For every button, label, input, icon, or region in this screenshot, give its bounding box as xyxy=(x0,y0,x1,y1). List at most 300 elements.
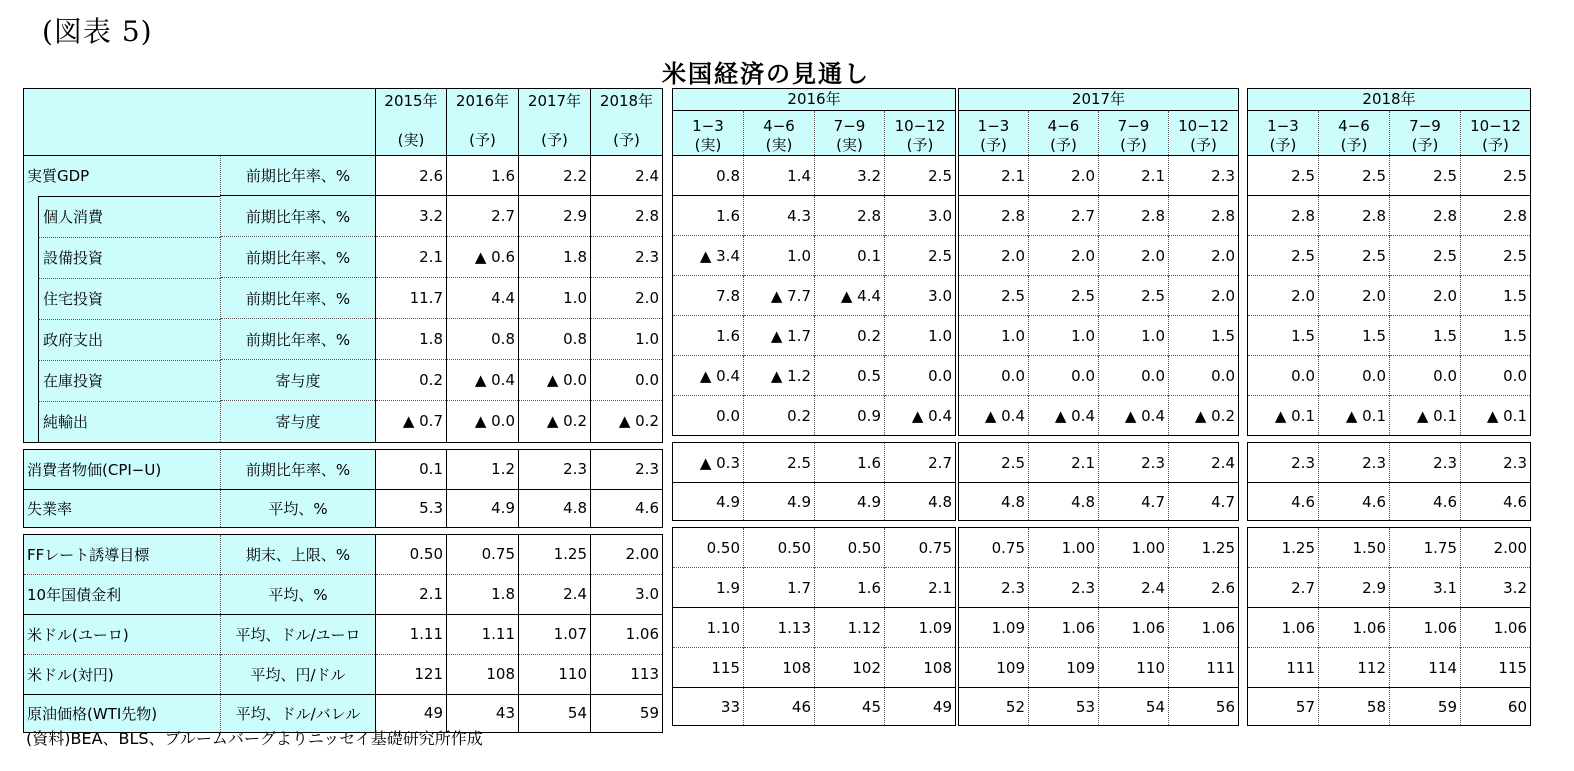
cell-value: 7.8 xyxy=(716,286,740,305)
cell-value: 2.3 xyxy=(1141,453,1165,472)
cell-value: 2.5 xyxy=(1291,246,1315,265)
cell-value: 2.0 xyxy=(1291,286,1315,305)
value-cell xyxy=(1319,483,1390,521)
value-cell xyxy=(885,443,956,483)
cell-value: 0.1 xyxy=(857,246,881,265)
value-cell xyxy=(591,401,663,443)
value-cell xyxy=(519,694,591,732)
cell-value: 113 xyxy=(630,665,659,683)
cell-value: 1.12 xyxy=(847,618,881,637)
value-cell xyxy=(519,574,591,614)
header-status: (実) xyxy=(397,131,425,149)
cell-value: 2.5 xyxy=(1362,246,1386,265)
cell-value: ▲ 0.7 xyxy=(402,412,443,431)
cell-value: 2.5 xyxy=(1503,246,1527,265)
cell-value: 1.8 xyxy=(419,330,443,348)
value-cell xyxy=(1461,196,1531,236)
value-cell xyxy=(1099,528,1169,568)
cell-value: 2.4 xyxy=(563,585,587,603)
value-cell xyxy=(885,568,956,608)
row-unit-text: 平均、円/ドル xyxy=(250,665,346,684)
row-unit xyxy=(221,574,376,614)
value-cell xyxy=(815,648,885,688)
table-row xyxy=(673,236,956,276)
header-quarter xyxy=(1319,111,1390,156)
cell-value: 0.0 xyxy=(1001,366,1025,385)
value-cell xyxy=(744,156,815,196)
value-cell xyxy=(673,483,744,521)
value-cell xyxy=(885,688,956,726)
value-cell xyxy=(885,608,956,648)
value-cell xyxy=(744,196,815,236)
value-cell xyxy=(1099,236,1169,276)
cell-value: 110 xyxy=(558,665,587,683)
cell-value: ▲ 0.4 xyxy=(911,406,952,425)
quarter-status: (予) xyxy=(1050,136,1077,154)
value-cell xyxy=(744,608,815,648)
cell-value: 4.8 xyxy=(563,499,587,517)
quarter-status: (予) xyxy=(1411,136,1439,154)
value-cell xyxy=(959,483,1029,521)
cell-value: 1.11 xyxy=(481,625,515,643)
cell-value: 1.2 xyxy=(491,460,515,478)
table-row xyxy=(959,276,1239,316)
value-cell xyxy=(744,528,815,568)
value-cell xyxy=(673,608,744,648)
cell-value: 4.9 xyxy=(491,499,515,517)
cell-value: 0.0 xyxy=(1503,366,1527,385)
value-cell xyxy=(959,276,1029,316)
value-cell xyxy=(1099,156,1169,196)
header-year: 2015年 xyxy=(384,92,438,110)
cell-value: 60 xyxy=(1507,697,1527,716)
quarter-label: 4−6 xyxy=(1338,117,1370,135)
value-cell xyxy=(815,688,885,726)
header-status: (予) xyxy=(541,131,568,149)
value-cell xyxy=(815,568,885,608)
value-cell xyxy=(591,534,663,574)
quarter-status: (予) xyxy=(1340,136,1368,154)
value-cell xyxy=(1461,276,1531,316)
table-row xyxy=(1248,356,1531,396)
cell-value: 115 xyxy=(1498,658,1527,677)
cell-value: 2.0 xyxy=(1211,286,1235,305)
cell-value: 2.0 xyxy=(1001,246,1025,265)
value-cell xyxy=(1248,568,1319,608)
value-cell xyxy=(885,483,956,521)
quarter-table-2018 xyxy=(1247,88,1531,726)
value-cell xyxy=(744,356,815,396)
table-row xyxy=(24,196,663,237)
header-year: 2017年 xyxy=(959,89,1239,111)
value-cell xyxy=(1461,483,1531,521)
cell-value: 4.7 xyxy=(1141,492,1165,511)
value-cell xyxy=(815,356,885,396)
cell-value: 2.8 xyxy=(635,207,659,225)
cell-value: ▲ 0.2 xyxy=(1194,406,1235,425)
table-row xyxy=(673,528,956,568)
cell-value: 1.06 xyxy=(1423,618,1457,637)
value-cell xyxy=(885,196,956,236)
cell-value: 111 xyxy=(1206,658,1235,677)
value-cell xyxy=(1099,276,1169,316)
cell-value: 1.25 xyxy=(1201,538,1235,557)
value-cell xyxy=(1029,648,1099,688)
cell-value: 54 xyxy=(1145,697,1165,716)
cell-value: ▲ 0.0 xyxy=(546,371,587,389)
cell-value: 0.0 xyxy=(635,371,659,389)
cell-value: 2.5 xyxy=(1071,286,1095,305)
value-cell xyxy=(1390,236,1461,276)
cell-value: 1.06 xyxy=(1061,618,1095,637)
figure-label: (図表 5) xyxy=(42,15,153,48)
cell-value: ▲ 0.2 xyxy=(546,412,587,431)
value-cell xyxy=(673,396,744,436)
cell-value: 57 xyxy=(1295,697,1315,716)
value-cell xyxy=(1099,196,1169,236)
table-row xyxy=(1248,528,1531,568)
value-cell xyxy=(1029,236,1099,276)
table-row xyxy=(673,648,956,688)
cell-value: 108 xyxy=(486,665,515,683)
value-cell xyxy=(1319,236,1390,276)
value-cell xyxy=(1390,276,1461,316)
value-cell xyxy=(376,489,447,527)
cell-value: 2.5 xyxy=(1141,286,1165,305)
cell-value: 111 xyxy=(1286,658,1315,677)
table-row xyxy=(959,528,1239,568)
row-unit xyxy=(221,196,376,237)
header-quarter xyxy=(1099,111,1169,156)
cell-value: 1.13 xyxy=(777,618,811,637)
quarter-label: 10−12 xyxy=(1470,117,1521,135)
value-cell xyxy=(1390,156,1461,196)
cell-value: 2.0 xyxy=(1362,286,1386,305)
value-cell xyxy=(519,156,591,196)
table-row xyxy=(959,608,1239,648)
cell-value: 3.2 xyxy=(857,166,881,185)
row-label xyxy=(24,360,221,401)
cell-value: 5.3 xyxy=(419,499,443,517)
cell-value: ▲ 4.4 xyxy=(840,286,881,305)
cell-value: 2.8 xyxy=(1001,206,1025,225)
table-row xyxy=(673,276,956,316)
row-label xyxy=(24,449,221,489)
value-cell xyxy=(1461,443,1531,483)
value-cell xyxy=(447,614,519,654)
table-row xyxy=(1248,568,1531,608)
value-cell xyxy=(447,449,519,489)
value-cell xyxy=(1248,528,1319,568)
cell-value: 1.06 xyxy=(625,625,659,643)
cell-value: 2.00 xyxy=(625,545,659,563)
header-quarter-row xyxy=(673,111,956,156)
cell-value: 0.9 xyxy=(857,406,881,425)
cell-value: 2.5 xyxy=(928,166,952,185)
cell-value: 49 xyxy=(423,704,443,722)
value-cell xyxy=(959,156,1029,196)
cell-value: 54 xyxy=(567,704,587,722)
value-cell xyxy=(1248,396,1319,436)
cell-value: 46 xyxy=(791,697,811,716)
header-quarter xyxy=(1248,111,1319,156)
cell-value: 121 xyxy=(414,665,443,683)
row-unit-text: 平均、ドル/ユーロ xyxy=(235,625,361,644)
cell-value: 2.8 xyxy=(1503,206,1527,225)
cell-value: ▲ 0.1 xyxy=(1345,406,1386,425)
cell-value: 0.0 xyxy=(716,406,740,425)
cell-value: ▲ 0.1 xyxy=(1486,406,1527,425)
cell-value: 2.4 xyxy=(1211,453,1235,472)
value-cell xyxy=(959,236,1029,276)
header-quarter xyxy=(1029,111,1099,156)
table-row xyxy=(1248,688,1531,726)
header-annual-3 xyxy=(591,89,663,156)
cell-value: 2.7 xyxy=(1291,578,1315,597)
value-cell xyxy=(376,319,447,360)
cell-value: 2.7 xyxy=(491,207,515,225)
cell-value: 0.8 xyxy=(716,166,740,185)
table-row xyxy=(1248,196,1531,236)
value-cell xyxy=(591,360,663,401)
cell-value: 1.00 xyxy=(1131,538,1165,557)
cell-value: 2.5 xyxy=(1001,453,1025,472)
cell-value: 4.6 xyxy=(1433,492,1457,511)
value-cell xyxy=(376,401,447,443)
cell-value: 1.06 xyxy=(1493,618,1527,637)
cell-value: 52 xyxy=(1005,697,1025,716)
header-annual-2 xyxy=(519,89,591,156)
value-cell xyxy=(519,319,591,360)
row-unit xyxy=(221,614,376,654)
cell-value: 3.1 xyxy=(1433,578,1457,597)
value-cell xyxy=(1099,443,1169,483)
row-unit xyxy=(221,360,376,401)
row-unit-text: 寄与度 xyxy=(275,371,321,390)
value-cell xyxy=(885,396,956,436)
cell-value: 0.75 xyxy=(918,538,952,557)
value-cell xyxy=(959,648,1029,688)
value-cell xyxy=(959,568,1029,608)
value-cell xyxy=(447,196,519,237)
cell-value: 4.6 xyxy=(1291,492,1315,511)
value-cell xyxy=(591,654,663,694)
value-cell xyxy=(447,534,519,574)
table-row xyxy=(1248,156,1531,196)
value-cell xyxy=(1319,196,1390,236)
cell-value: 0.50 xyxy=(706,538,740,557)
value-cell xyxy=(1319,316,1390,356)
cell-value: 2.5 xyxy=(1001,286,1025,305)
row-label xyxy=(24,534,221,574)
cell-value: 45 xyxy=(861,697,881,716)
cell-value: 1.6 xyxy=(857,453,881,472)
row-label-text: 住宅投資 xyxy=(38,278,220,319)
row-unit-text: 前期比年率、% xyxy=(245,460,351,479)
cell-value: 4.8 xyxy=(1071,492,1095,511)
value-cell xyxy=(376,196,447,237)
cell-value: 1.25 xyxy=(553,545,587,563)
row-unit xyxy=(221,489,376,527)
cell-value: ▲ 0.3 xyxy=(699,453,740,472)
value-cell xyxy=(376,574,447,614)
value-cell xyxy=(1099,396,1169,436)
value-cell xyxy=(673,443,744,483)
cell-value: 3.0 xyxy=(928,206,952,225)
value-cell xyxy=(885,236,956,276)
value-cell xyxy=(1461,648,1531,688)
value-cell xyxy=(1390,688,1461,726)
table-row xyxy=(24,449,663,489)
quarter-status: (予) xyxy=(1269,136,1297,154)
value-cell xyxy=(1169,443,1239,483)
cell-value: 0.8 xyxy=(491,330,515,348)
table-row xyxy=(673,688,956,726)
cell-value: 2.3 xyxy=(635,248,659,266)
quarter-status: (実) xyxy=(765,136,793,154)
table-row xyxy=(1248,648,1531,688)
cell-value: 0.75 xyxy=(481,545,515,563)
table-row xyxy=(24,360,663,401)
table-row xyxy=(673,443,956,483)
table-row xyxy=(1248,483,1531,521)
cell-value: 1.11 xyxy=(409,625,443,643)
row-unit xyxy=(221,278,376,319)
cell-value: ▲ 1.7 xyxy=(770,326,811,345)
value-cell xyxy=(744,396,815,436)
cell-value: 2.8 xyxy=(1362,206,1386,225)
value-cell xyxy=(1319,648,1390,688)
cell-value: 2.7 xyxy=(928,453,952,472)
table-row xyxy=(1248,608,1531,648)
cell-value: 114 xyxy=(1428,658,1457,677)
value-cell xyxy=(1169,648,1239,688)
cell-value: 4.8 xyxy=(928,492,952,511)
header-year-row xyxy=(673,89,956,111)
cell-value: 43 xyxy=(495,704,515,722)
cell-value: 2.5 xyxy=(1433,246,1457,265)
cell-value: 2.8 xyxy=(1433,206,1457,225)
cell-value: 2.9 xyxy=(563,207,587,225)
value-cell xyxy=(959,528,1029,568)
cell-value: 2.8 xyxy=(1211,206,1235,225)
value-cell xyxy=(1390,483,1461,521)
cell-value: 1.0 xyxy=(1141,326,1165,345)
cell-value: 109 xyxy=(1066,658,1095,677)
cell-value: 2.3 xyxy=(1433,453,1457,472)
quarter-label: 7−9 xyxy=(833,117,866,135)
header-quarter xyxy=(744,111,815,156)
value-cell xyxy=(673,648,744,688)
table-row xyxy=(24,534,663,574)
cell-value: 2.4 xyxy=(1141,578,1165,597)
cell-value: 33 xyxy=(720,697,740,716)
cell-value: 2.5 xyxy=(1503,166,1527,185)
cell-value: 1.5 xyxy=(1291,326,1315,345)
cell-value: 2.0 xyxy=(1071,246,1095,265)
cell-value: 2.3 xyxy=(563,460,587,478)
cell-value: 2.1 xyxy=(419,248,443,266)
cell-value: 0.2 xyxy=(419,371,443,389)
cell-value: 0.75 xyxy=(991,538,1025,557)
value-cell xyxy=(1319,276,1390,316)
cell-value: 2.00 xyxy=(1493,538,1527,557)
cell-value: 3.0 xyxy=(928,286,952,305)
cell-value: ▲ 0.4 xyxy=(1124,406,1165,425)
value-cell xyxy=(447,489,519,527)
value-cell xyxy=(885,528,956,568)
cell-value: 1.00 xyxy=(1061,538,1095,557)
cell-value: 2.8 xyxy=(857,206,881,225)
cell-value: 2.5 xyxy=(928,246,952,265)
table-row xyxy=(24,237,663,278)
row-unit xyxy=(221,449,376,489)
cell-value: 0.0 xyxy=(1211,366,1235,385)
value-cell xyxy=(1029,688,1099,726)
row-unit-text: 平均、% xyxy=(268,585,328,604)
value-cell xyxy=(815,396,885,436)
cell-value: 2.4 xyxy=(635,166,659,185)
cell-value: 1.75 xyxy=(1423,538,1457,557)
cell-value: 0.0 xyxy=(928,366,952,385)
cell-value: 1.0 xyxy=(1001,326,1025,345)
value-cell xyxy=(376,278,447,319)
value-cell xyxy=(1029,443,1099,483)
value-cell xyxy=(815,528,885,568)
row-unit-text: 前期比年率、% xyxy=(245,248,351,267)
cell-value: 2.3 xyxy=(1211,166,1235,185)
value-cell xyxy=(1248,608,1319,648)
value-cell xyxy=(1029,316,1099,356)
cell-value: 11.7 xyxy=(409,289,443,307)
cell-value: 2.1 xyxy=(419,585,443,603)
value-cell xyxy=(885,156,956,196)
cell-value: 0.5 xyxy=(857,366,881,385)
value-cell xyxy=(447,156,519,196)
value-cell xyxy=(815,156,885,196)
cell-value: ▲ 0.4 xyxy=(699,366,740,385)
table-row xyxy=(959,396,1239,436)
value-cell xyxy=(744,568,815,608)
value-cell xyxy=(519,278,591,319)
value-cell xyxy=(447,237,519,278)
table-row xyxy=(673,196,956,236)
cell-value: 2.3 xyxy=(1001,578,1025,597)
row-label xyxy=(24,319,221,360)
row-label xyxy=(24,196,221,237)
cell-value: 0.0 xyxy=(1291,366,1315,385)
table-title: 米国経済の見通し xyxy=(662,60,870,88)
row-unit-text: 平均、ドル/バレル xyxy=(235,704,361,723)
value-cell xyxy=(1169,356,1239,396)
cell-value: 2.6 xyxy=(419,166,443,185)
cell-value: 53 xyxy=(1075,697,1095,716)
value-cell xyxy=(815,236,885,276)
value-cell xyxy=(447,319,519,360)
row-unit-text: 前期比年率、% xyxy=(245,330,351,349)
table-row xyxy=(959,356,1239,396)
value-cell xyxy=(1461,156,1531,196)
cell-value: 2.5 xyxy=(1362,166,1386,185)
cell-value: 1.07 xyxy=(553,625,587,643)
value-cell xyxy=(673,236,744,276)
cell-value: 0.0 xyxy=(1362,366,1386,385)
row-label-text: 設備投資 xyxy=(38,237,220,278)
value-cell xyxy=(744,688,815,726)
value-cell xyxy=(673,528,744,568)
table-row xyxy=(24,319,663,360)
value-cell xyxy=(1319,528,1390,568)
